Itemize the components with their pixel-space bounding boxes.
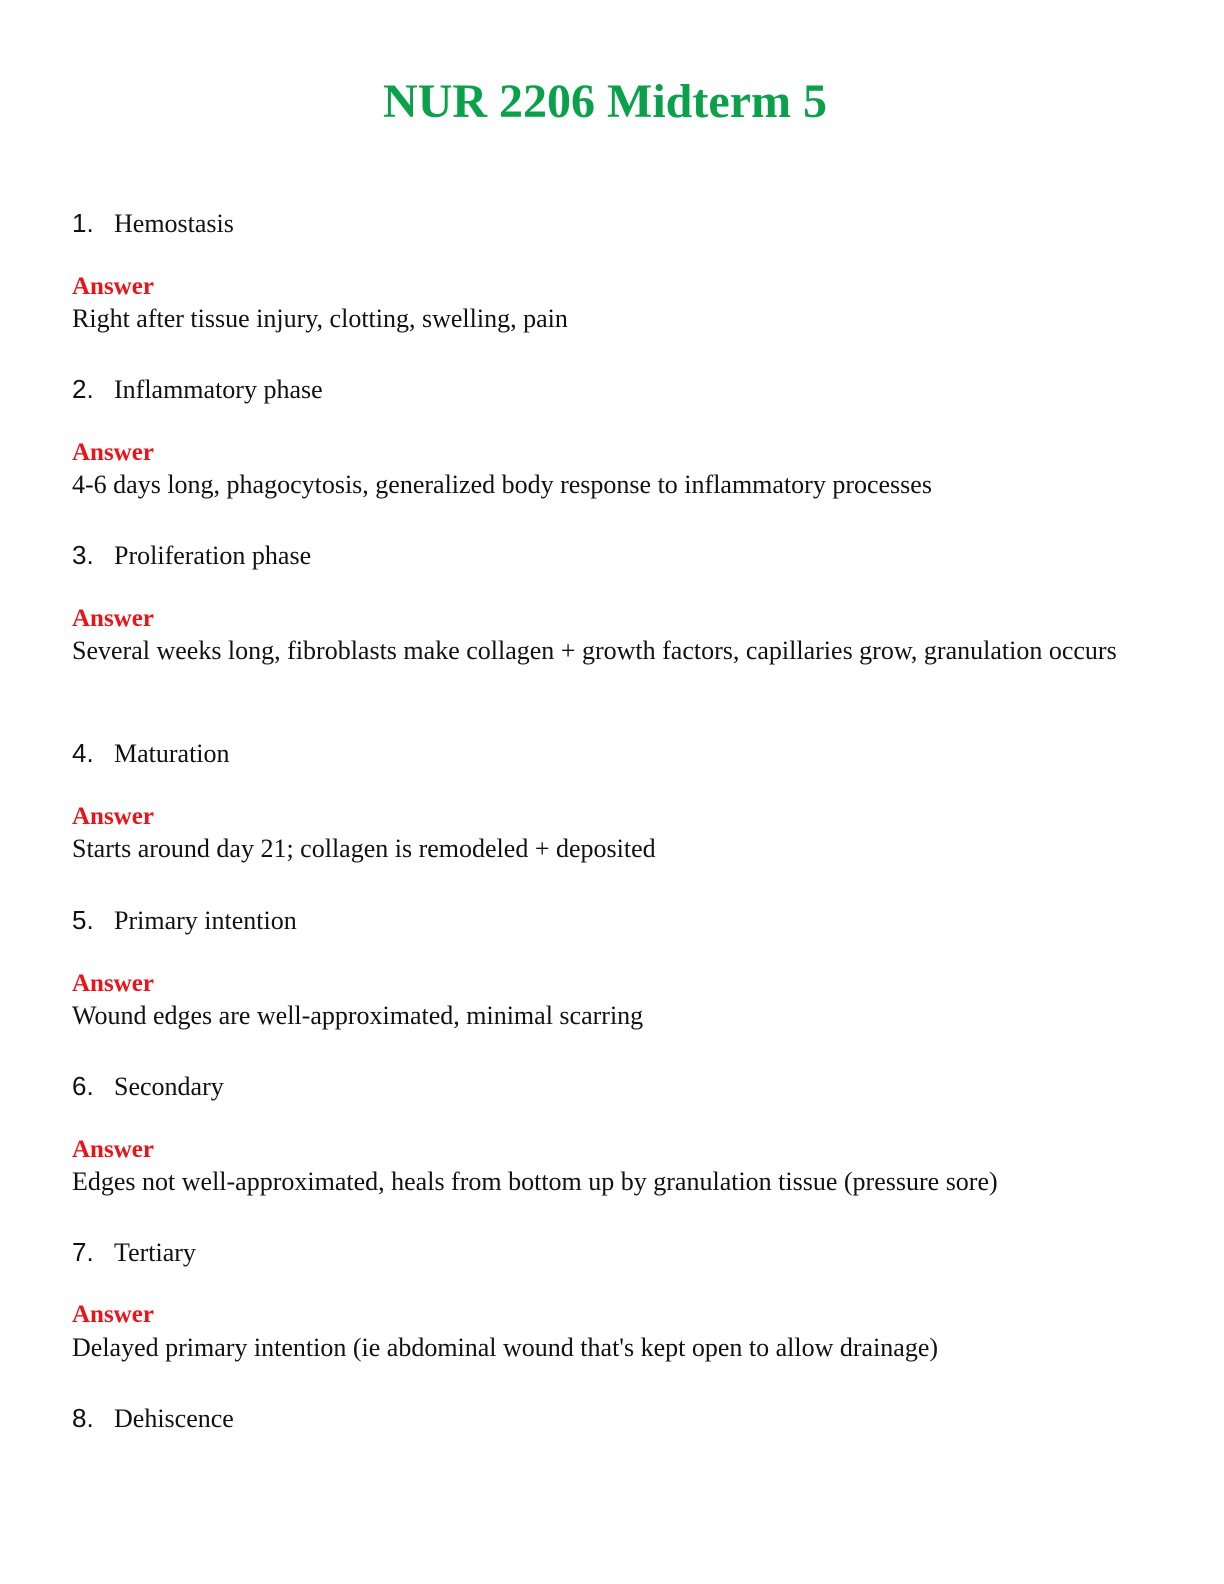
question-term: Tertiary [114, 1238, 196, 1267]
question-term: Hemostasis [114, 209, 234, 238]
question-number: 6. [72, 1071, 94, 1101]
answer-label: Answer [72, 1301, 154, 1328]
answer-label: Answer [72, 1136, 154, 1163]
question-item [72, 1235, 196, 1269]
question-number: 4. [72, 738, 94, 768]
question-item [72, 538, 311, 572]
answer-text: 4-6 days long, phagocytosis, generalized body response to inflammatory processes [72, 470, 932, 499]
question-term: Inflammatory phase [114, 375, 323, 404]
question-number: 2. [72, 374, 94, 404]
answer-text: Several weeks long, fibroblasts make collagen + growth factors, capillaries grow, granulation occurs [72, 636, 1117, 665]
question-number: 5. [72, 905, 94, 935]
question-term: Maturation [114, 739, 230, 768]
answer-label: Answer [72, 439, 154, 466]
question-number: 3. [72, 540, 94, 570]
document-title: NUR 2206 Midterm 5 [383, 75, 827, 128]
question-item [72, 736, 230, 770]
answer-text: Starts around day 21; collagen is remodeled + deposited [72, 834, 656, 863]
answer-text: Edges not well-approximated, heals from bottom up by granulation tissue (pressure sore) [72, 1167, 998, 1196]
question-term: Dehiscence [114, 1404, 234, 1433]
answer-text: Delayed primary intention (ie abdominal wound that's kept open to allow drainage) [72, 1333, 939, 1362]
answer-label: Answer [72, 970, 154, 997]
answer-text: Right after tissue injury, clotting, swelling, pain [72, 304, 568, 333]
question-term: Secondary [114, 1072, 224, 1101]
question-item [72, 1401, 234, 1435]
question-term: Primary intention [114, 906, 297, 935]
question-item [72, 372, 323, 406]
question-number: 7. [72, 1237, 94, 1267]
question-number: 1. [72, 208, 94, 238]
question-term: Proliferation phase [114, 541, 312, 570]
answer-label: Answer [72, 605, 154, 632]
answer-label: Answer [72, 803, 154, 830]
question-item [72, 206, 234, 240]
question-number: 8. [72, 1403, 94, 1433]
question-item [72, 1069, 224, 1103]
answer-label: Answer [72, 273, 154, 300]
question-item [72, 903, 297, 937]
answer-text: Wound edges are well-approximated, minimal scarring [72, 1001, 644, 1030]
